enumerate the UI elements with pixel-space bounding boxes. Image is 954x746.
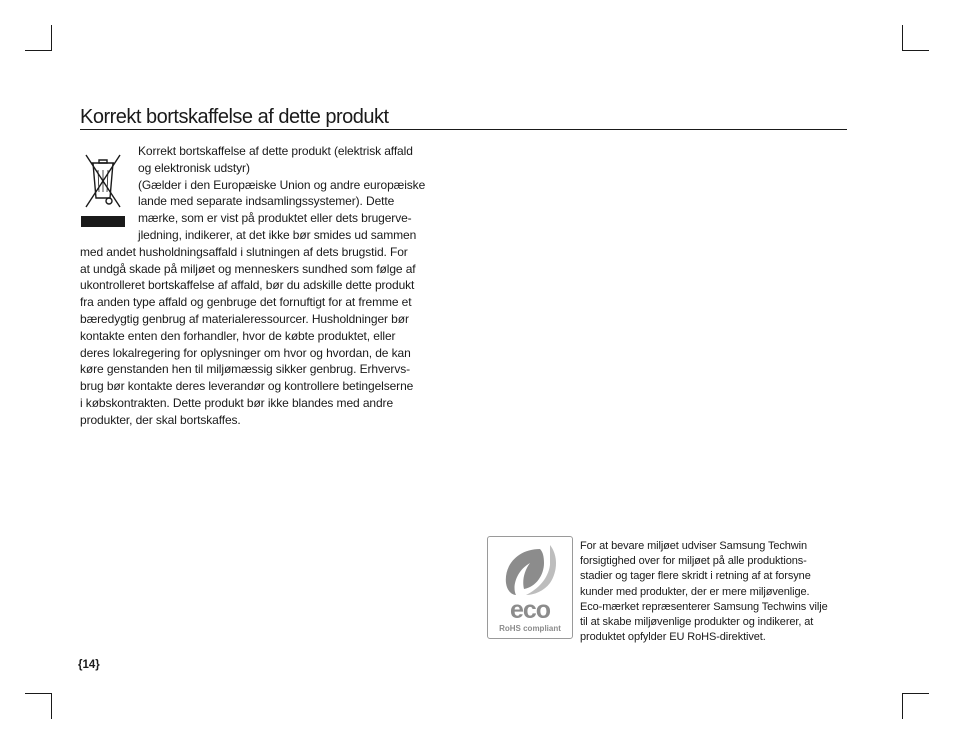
disposal-line: at undgå skade på miljøet og menneskers sundhed som følge af xyxy=(80,261,416,276)
disposal-line: mærke, som er vist på produktet eller dets brugerve- xyxy=(138,211,412,226)
disposal-line: fra anden type affald og genbruge det fornuftigt for at fremme et xyxy=(80,295,412,310)
disposal-line: deres lokalregering for oplysninger om hvor og hvordan, de kan xyxy=(80,345,411,360)
crop-mark-bottom-left-h xyxy=(25,693,52,694)
disposal-line: i købskontrakten. Dette produkt bør ikke blandes med andre xyxy=(80,395,394,410)
disposal-line: Korrekt bortskaffelse af dette produkt (elektrisk affald xyxy=(138,144,413,158)
crop-mark-bottom-right-v xyxy=(902,693,903,719)
eco-line: til at skabe miljøvenlige produkter og indikerer, at xyxy=(580,616,814,629)
crop-mark-top-right-h xyxy=(902,50,929,51)
page-number: {14} xyxy=(78,659,100,671)
eco-line: kunder med produkter, der er mere miljøvenlige. xyxy=(580,585,810,598)
eco-logo-caption: RoHS compliant xyxy=(499,624,561,633)
crop-mark-top-right-v xyxy=(902,25,903,51)
icon-wrap-space xyxy=(80,143,138,243)
eco-leaf-icon xyxy=(488,537,572,638)
eco-line: produktet opfylder EU RoHS-direktivet. xyxy=(580,631,766,644)
disposal-line: lande med separate indsamlingssystemer). Dette xyxy=(138,194,395,209)
disposal-line: ukontrolleret bortskaffelse af affald, bør du adskille dette produkt xyxy=(80,278,415,293)
disposal-line: og elektronisk udstyr) xyxy=(138,160,250,175)
crop-mark-bottom-right-h xyxy=(902,693,929,694)
disposal-line: (Gælder i den Europæiske Union og andre europæiske xyxy=(138,177,426,192)
disposal-line: køre genstanden hen til miljømæssig sikker genbrug. Erhvervs- xyxy=(80,362,411,377)
crop-mark-bottom-left-v xyxy=(51,693,52,719)
disposal-line: jledning, indikerer, at det ikke bør smides ud sammen xyxy=(138,227,417,242)
disposal-line: bæredygtig genbrug af materialeressourcer. Husholdninger bør xyxy=(80,311,409,326)
eco-logo xyxy=(487,536,573,639)
disposal-line: produkter, der skal bortskaffes. xyxy=(80,412,241,427)
eco-line: For at bevare miljøet udviser Samsung Techwin xyxy=(580,540,808,552)
eco-text xyxy=(580,539,852,645)
disposal-line: kontakte enten den forhandler, hvor de købte produktet, eller xyxy=(80,328,396,343)
eco-line: Eco-mærket repræsenterer Samsung Techwins vilje xyxy=(580,600,828,613)
eco-line: forsigtighed over for miljøet på alle produktions- xyxy=(580,555,807,568)
crop-mark-top-left-h xyxy=(25,50,52,51)
eco-line: stadier og tager flere skridt i retning af at forsyne xyxy=(580,570,811,583)
disposal-line: med andet husholdningsaffald i slutningen af dets brugstid. For xyxy=(80,244,408,259)
disposal-text xyxy=(80,143,442,429)
page-title: Korrekt bortskaffelse af dette produkt xyxy=(80,106,847,130)
disposal-line: brug bør kontakte deres leverandør og kontrollere betingelserne xyxy=(80,379,414,394)
eco-logo-word: eco xyxy=(509,596,551,624)
crop-mark-top-left-v xyxy=(51,25,52,51)
